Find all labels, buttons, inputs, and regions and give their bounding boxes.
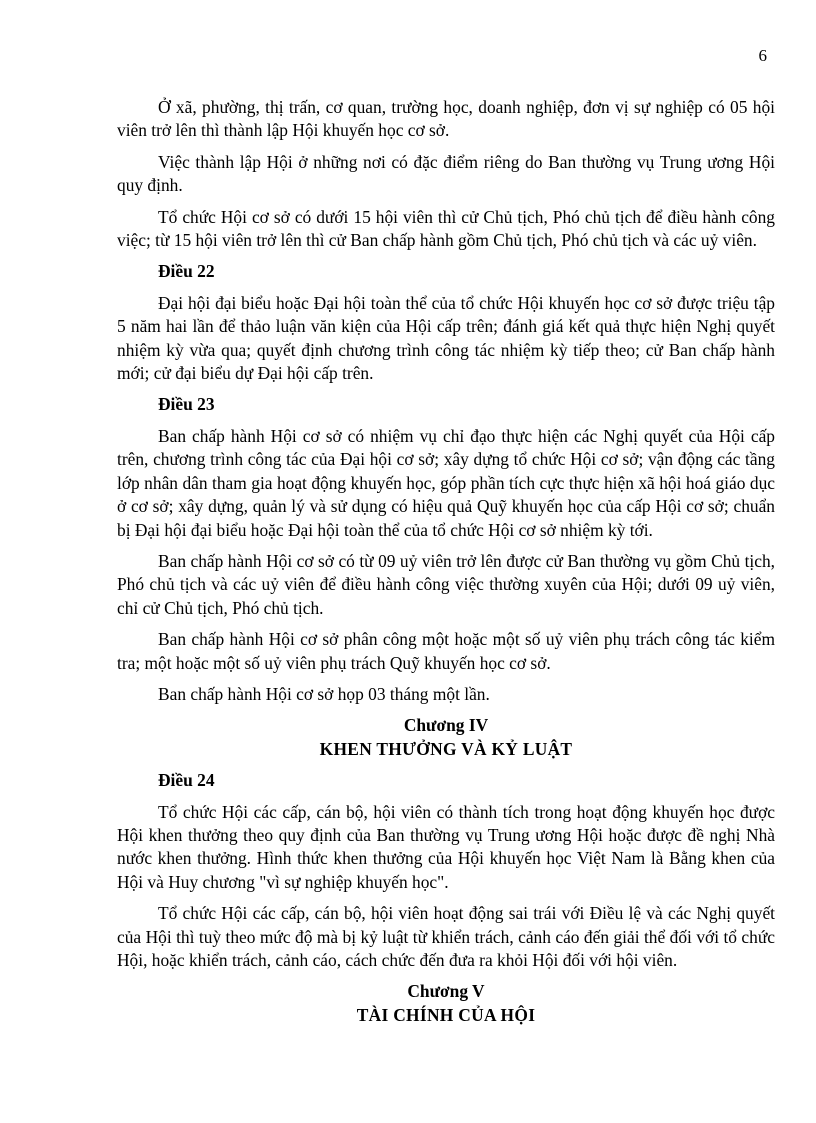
paragraph: Đại hội đại biểu hoặc Đại hội toàn thể của tổ chức Hội khuyến học cơ sở được triệu tập 5 năm hai lần để thảo luận văn kiện của Hội cấp trên; đánh giá kết quả thực hiện Nghị quyết nhiệm kỳ vừa qua; quyết định chương trình công tác nhiệm kỳ tiếp theo; cử Ban chấp hành mới; cử đại biểu dự Đại hội cấp trên. bbox=[117, 292, 775, 384]
chapter-title: TÀI CHÍNH CỦA HỘI bbox=[356, 1004, 536, 1025]
paragraph: Tổ chức Hội các cấp, cán bộ, hội viên hoạt động sai trái với Điều lệ và các Nghị quyết của Hội thì tuỳ theo mức độ mà bị kỷ luật từ khiển trách, cảnh cáo đến giải thể đối với tổ chức Hội, hoặc khiển trách, cảnh cáo, cách chức đến đưa ra khỏi Hội đối với hội viên. bbox=[117, 903, 775, 970]
paragraph: Việc thành lập Hội ở những nơi có đặc điểm riêng do Ban thường vụ Trung ương Hội quy định. bbox=[117, 151, 775, 196]
document-body bbox=[117, 96, 775, 1035]
chapter-heading: Chương IV bbox=[403, 715, 489, 736]
page-number: 6 bbox=[758, 46, 767, 65]
paragraph: Ban chấp hành Hội cơ sở có nhiệm vụ chỉ đạo thực hiện các Nghị quyết của Hội cấp trên, chương trình công tác của Đại hội cơ sở; xây dựng tổ chức Hội cơ sở; vận động các tầng lớp nhân dân tham gia hoạt động khuyến học, góp phần tích cực thực hiện xã hội hoá giáo dục ở cơ sở; xây dựng, quản lý và sử dụng có hiệu quả Quỹ khuyến học của cấp Hội cơ sở; chuẩn bị Đại hội đại biểu hoặc Đại hội toàn thể của tổ chức Hội cơ sở nhiệm kỳ tới. bbox=[117, 425, 775, 540]
paragraph: Ban chấp hành Hội cơ sở có từ 09 uỷ viên trở lên được cử Ban thường vụ gồm Chủ tịch, Phó chủ tịch và các uỷ viên để điều hành công việc thường xuyên của Hội; dưới 09 uỷ viên, chỉ cử Chủ tịch, Phó chủ tịch. bbox=[117, 550, 775, 618]
article-heading: Điều 22 bbox=[158, 261, 215, 282]
article-heading: Điều 23 bbox=[158, 394, 215, 415]
paragraph: Tổ chức Hội các cấp, cán bộ, hội viên có thành tích trong hoạt động khuyến học được Hội khen thưởng theo quy định của Ban thường vụ Trung ương Hội hoặc được đề nghị Nhà nước khen thưởng. Hình thức khen thưởng của Hội khuyến học Việt Nam là Bằng khen của Hội và Huy chương "vì sự nghiệp khuyến học". bbox=[117, 801, 775, 892]
article-heading: Điều 24 bbox=[158, 770, 215, 791]
paragraph: Ban chấp hành Hội cơ sở phân công một hoặc một số uỷ viên phụ trách công tác kiểm tra; một hoặc một số uỷ viên phụ trách Quỹ khuyến học cơ sở. bbox=[117, 629, 775, 673]
paragraph: Ở xã, phường, thị trấn, cơ quan, trường học, doanh nghiệp, đơn vị sự nghiệp có 05 hội viên trở lên thì thành lập Hội khuyến học cơ sở. bbox=[117, 97, 775, 141]
chapter-heading: Chương V bbox=[407, 981, 485, 1002]
paragraph: Tổ chức Hội cơ sở có dưới 15 hội viên thì cử Chủ tịch, Phó chủ tịch để điều hành công việc; từ 15 hội viên trở lên thì cử Ban chấp hành gồm Chủ tịch, Phó chủ tịch và các uỷ viên. bbox=[117, 206, 775, 251]
paragraph: Ban chấp hành Hội cơ sở họp 03 tháng một lần. bbox=[158, 683, 490, 704]
chapter-title: KHEN THƯỞNG VÀ KỶ LUẬT bbox=[319, 738, 573, 759]
